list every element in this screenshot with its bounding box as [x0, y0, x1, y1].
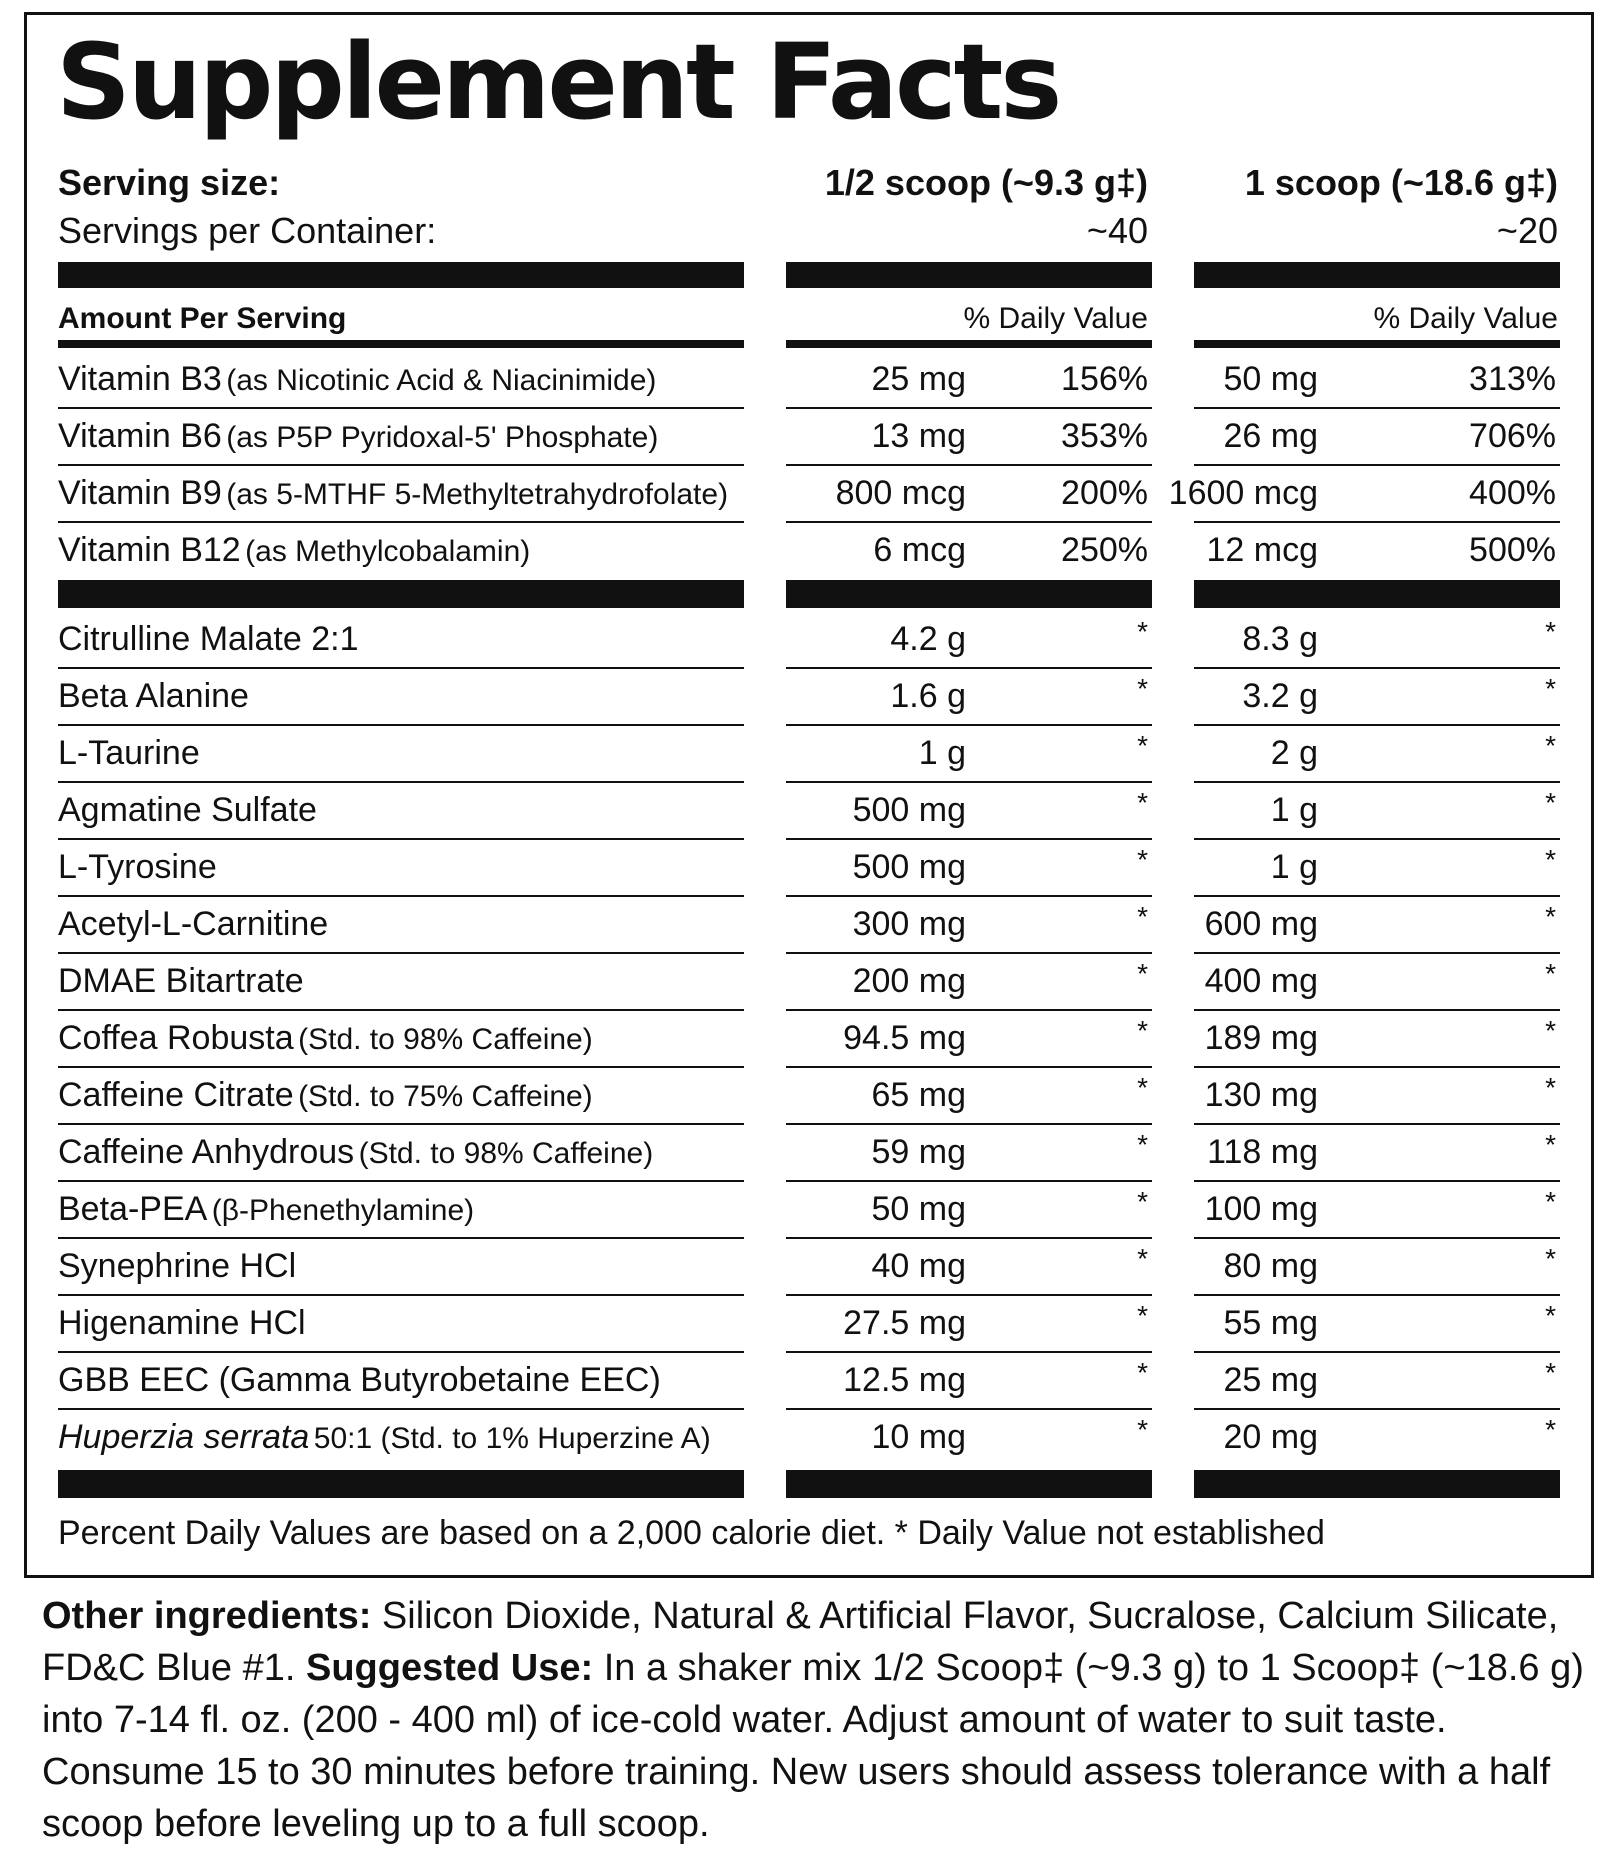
col1-amount: 94.5 mg	[843, 1019, 966, 1057]
col1-amount: 27.5 mg	[843, 1304, 966, 1342]
col1-amount: 500 mg	[852, 791, 966, 829]
ingredient-name: Coffea Robusta	[58, 1019, 294, 1057]
medium-bar	[1194, 340, 1560, 348]
ingredient-source: (β-Phenethylamine)	[211, 1194, 475, 1227]
ingredient-name: Synephrine HCl	[58, 1247, 297, 1285]
row-divider	[1194, 1180, 1560, 1182]
ingredient-name: GBB EEC (Gamma Butyrobetaine EEC)	[58, 1361, 661, 1399]
col2-daily-value: *	[1545, 844, 1556, 875]
row-divider	[1194, 724, 1560, 726]
ingredient-name: L-Taurine	[58, 734, 200, 772]
row-divider	[786, 952, 1152, 954]
thick-bar	[58, 580, 744, 608]
row-divider	[1194, 952, 1560, 954]
col1-daily-value: *	[1137, 844, 1148, 875]
col2-amount: 1 g	[1270, 848, 1318, 886]
col1-daily-value: *	[1137, 787, 1148, 818]
table-row-name	[58, 620, 358, 659]
table-row-name	[58, 734, 200, 773]
daily-value-footnote: Percent Daily Values are based on a 2,000 calorie diet. * Daily Value not established	[58, 1514, 1325, 1552]
row-divider	[786, 1123, 1152, 1125]
other-ingredients-label: Other ingredients:	[42, 1595, 372, 1637]
row-divider	[58, 952, 744, 954]
row-divider	[58, 667, 744, 669]
col2-daily-value: 500%	[1469, 531, 1556, 569]
col2-amount: 12 mcg	[1206, 531, 1318, 569]
col1-amount: 25 mg	[871, 360, 966, 398]
row-divider	[1194, 838, 1560, 840]
ingredient-name: Vitamin B12	[58, 531, 241, 569]
row-divider	[786, 1180, 1152, 1182]
row-divider	[1194, 1237, 1560, 1239]
suggested-use-label: Suggested Use:	[306, 1647, 594, 1689]
col2-daily-value: *	[1545, 1072, 1556, 1103]
col2-amount: 2 g	[1270, 734, 1318, 772]
col1-daily-value: *	[1137, 1243, 1148, 1274]
col1-amount: 59 mg	[871, 1133, 966, 1171]
col2-daily-value: 313%	[1469, 360, 1556, 398]
row-divider	[786, 521, 1152, 523]
col1-daily-value: *	[1137, 1300, 1148, 1331]
table-row-name	[58, 474, 728, 513]
col1-amount: 1 g	[918, 734, 966, 772]
row-divider	[58, 1237, 744, 1239]
col1-daily-value: 353%	[1061, 417, 1148, 455]
col1-amount: 800 mcg	[835, 474, 966, 512]
col2-amount: 1600 mcg	[1168, 474, 1318, 512]
row-divider	[58, 1294, 744, 1296]
col2-amount: 100 mg	[1204, 1190, 1318, 1228]
panel-title: Supplement Facts	[56, 21, 1060, 143]
col2-amount: 400 mg	[1204, 962, 1318, 1000]
col2-daily-value: *	[1545, 730, 1556, 761]
table-row-name	[58, 417, 658, 456]
col1-amount: 1.6 g	[890, 677, 966, 715]
col2-daily-value: 706%	[1469, 417, 1556, 455]
col2-amount: 55 mg	[1223, 1304, 1318, 1342]
thick-bar	[786, 262, 1152, 288]
col2-daily-value: *	[1545, 1243, 1556, 1274]
ingredient-name: Vitamin B6	[58, 417, 222, 455]
ingredient-name: DMAE Bitartrate	[58, 962, 304, 1000]
row-divider	[58, 1351, 744, 1353]
col2-daily-value-header: % Daily Value	[1373, 302, 1558, 335]
thick-bar	[1194, 580, 1560, 608]
table-row-name	[58, 1361, 661, 1400]
thick-bar	[58, 1470, 744, 1498]
col1-daily-value: *	[1137, 1186, 1148, 1217]
table-row-name	[58, 962, 304, 1001]
row-divider	[58, 464, 744, 466]
serving-size-label: Serving size:	[58, 162, 281, 203]
col2-daily-value: *	[1545, 1129, 1556, 1160]
table-row-name	[58, 1190, 474, 1229]
col2-amount: 25 mg	[1223, 1361, 1318, 1399]
table-row-name	[58, 791, 317, 830]
col2-daily-value: *	[1545, 1357, 1556, 1388]
row-divider	[786, 895, 1152, 897]
col2-amount: 26 mg	[1223, 417, 1318, 455]
row-divider	[786, 1408, 1152, 1410]
row-divider	[1194, 407, 1560, 409]
row-divider	[1194, 1351, 1560, 1353]
table-row-name	[58, 1418, 711, 1457]
other-ingredients-paragraph	[42, 1590, 1592, 1850]
ingredient-source: (as 5-MTHF 5-Methyltetrahydrofolate)	[226, 478, 729, 511]
ingredient-name: Agmatine Sulfate	[58, 791, 317, 829]
col2-amount: 1 g	[1270, 791, 1318, 829]
servings-per-container-label: Servings per Container:	[58, 210, 437, 251]
thick-bar	[1194, 262, 1560, 288]
col1-daily-value: 250%	[1061, 531, 1148, 569]
row-divider	[786, 781, 1152, 783]
col2-amount: 50 mg	[1223, 360, 1318, 398]
ingredient-source: (Std. to 75% Caffeine)	[298, 1080, 593, 1113]
ingredient-name: Beta-PEA	[58, 1190, 208, 1228]
row-divider	[58, 838, 744, 840]
row-divider	[1194, 667, 1560, 669]
col2-amount: 189 mg	[1204, 1019, 1318, 1057]
row-divider	[1194, 1123, 1560, 1125]
col2-servings: ~20	[1496, 210, 1558, 251]
row-divider	[58, 407, 744, 409]
col1-amount: 65 mg	[871, 1076, 966, 1114]
ingredient-name: Vitamin B3	[58, 360, 222, 398]
thick-bar	[1194, 1470, 1560, 1498]
col2-daily-value: *	[1545, 787, 1556, 818]
row-divider	[786, 1237, 1152, 1239]
col1-daily-value: *	[1137, 616, 1148, 647]
col1-amount: 6 mcg	[873, 531, 966, 569]
row-divider	[786, 724, 1152, 726]
table-row-name	[58, 1133, 653, 1172]
col2-daily-value: *	[1545, 616, 1556, 647]
ingredient-name: Caffeine Anhydrous	[58, 1133, 355, 1171]
col2-amount: 130 mg	[1204, 1076, 1318, 1114]
col1-daily-value: *	[1137, 901, 1148, 932]
ingredient-source: (as Methylcobalamin)	[245, 535, 531, 568]
ingredient-name: Vitamin B9	[58, 474, 222, 512]
row-divider	[1194, 781, 1560, 783]
col1-amount: 4.2 g	[890, 620, 966, 658]
table-row-name	[58, 905, 328, 944]
col1-daily-value: *	[1137, 1129, 1148, 1160]
col2-daily-value: *	[1545, 1414, 1556, 1445]
row-divider	[1194, 521, 1560, 523]
ingredient-name: Beta Alanine	[58, 677, 249, 715]
col1-amount: 40 mg	[871, 1247, 966, 1285]
row-divider	[786, 1351, 1152, 1353]
col1-daily-value: *	[1137, 1072, 1148, 1103]
thick-bar	[58, 262, 744, 288]
row-divider	[786, 1066, 1152, 1068]
row-divider	[786, 1009, 1152, 1011]
row-divider	[786, 407, 1152, 409]
row-divider	[1194, 1294, 1560, 1296]
row-divider	[58, 1123, 744, 1125]
col1-amount: 10 mg	[871, 1418, 966, 1456]
ingredient-source: (as Nicotinic Acid & Niacinimide)	[226, 364, 657, 397]
col1-daily-value: *	[1137, 958, 1148, 989]
col1-amount: 12.5 mg	[843, 1361, 966, 1399]
col2-serving-size: 1 scoop (~18.6 g‡)	[1244, 162, 1558, 203]
col2-daily-value: *	[1545, 901, 1556, 932]
col2-amount: 118 mg	[1207, 1133, 1318, 1171]
medium-bar	[58, 340, 744, 348]
row-divider	[58, 1408, 744, 1410]
row-divider	[58, 895, 744, 897]
row-divider	[58, 521, 744, 523]
col1-amount: 300 mg	[852, 905, 966, 943]
col2-amount: 8.3 g	[1242, 620, 1318, 658]
col2-amount: 20 mg	[1223, 1418, 1318, 1456]
thick-bar	[786, 1470, 1152, 1498]
row-divider	[58, 1180, 744, 1182]
ingredient-source: (Std. to 98% Caffeine)	[358, 1137, 654, 1170]
table-row-name	[58, 1019, 593, 1058]
row-divider	[786, 667, 1152, 669]
table-row-name	[58, 531, 530, 570]
col1-amount: 500 mg	[852, 848, 966, 886]
col1-amount: 200 mg	[852, 962, 966, 1000]
ingredient-source: (Std. to 98% Caffeine)	[298, 1023, 593, 1056]
suggested-use-text: In a shaker mix 1/2 Scoop‡ (~9.3 g) to 1 Scoop‡ (~18.6 g) into 7-14 fl. oz. (200 - 400 ml) of ice-cold water. Adjust amount of water to suit taste. Consume 15 to 30 minutes before training. New users should assess tolerance with a half scoop before leveling up to a full scoop.	[42, 1647, 1584, 1845]
table-row-name	[58, 1304, 306, 1343]
ingredient-name: Caffeine Citrate	[58, 1076, 294, 1114]
col1-daily-value-header: % Daily Value	[963, 302, 1148, 335]
col1-servings: ~40	[1086, 210, 1148, 251]
table-row-name	[58, 1247, 296, 1286]
ingredient-name: Citrulline Malate 2:1	[58, 620, 359, 658]
row-divider	[786, 464, 1152, 466]
col1-daily-value: *	[1137, 730, 1148, 761]
row-divider	[58, 1066, 744, 1068]
col2-daily-value: *	[1545, 1015, 1556, 1046]
amount-per-serving-label: Amount Per Serving	[58, 302, 347, 335]
col1-amount: 50 mg	[871, 1190, 966, 1228]
row-divider	[1194, 1066, 1560, 1068]
col1-serving-size: 1/2 scoop (~9.3 g‡)	[824, 162, 1148, 203]
thick-bar	[786, 580, 1152, 608]
col1-daily-value: 156%	[1061, 360, 1148, 398]
col1-daily-value: *	[1137, 673, 1148, 704]
row-divider	[786, 1294, 1152, 1296]
col1-daily-value: *	[1137, 1414, 1148, 1445]
table-row-name	[58, 1076, 593, 1115]
ingredient-name: Huperzia serrata	[58, 1418, 310, 1456]
col2-daily-value: *	[1545, 958, 1556, 989]
row-divider	[58, 781, 744, 783]
row-divider	[1194, 895, 1560, 897]
ingredient-name: Acetyl-L-Carnitine	[58, 905, 329, 943]
row-divider	[1194, 464, 1560, 466]
col1-daily-value: 200%	[1061, 474, 1148, 512]
col2-daily-value: *	[1545, 673, 1556, 704]
col1-daily-value: *	[1137, 1357, 1148, 1388]
medium-bar	[786, 340, 1152, 348]
row-divider	[58, 1009, 744, 1011]
ingredient-name: Higenamine HCl	[58, 1304, 306, 1342]
col2-daily-value: *	[1545, 1300, 1556, 1331]
col2-daily-value: *	[1545, 1186, 1556, 1217]
row-divider	[58, 724, 744, 726]
col1-daily-value: *	[1137, 1015, 1148, 1046]
other-ingredients-text: Silicon Dioxide, Natural & Artificial Flavor, Sucralose, Calcium Silicate, FD&C Blue #1.	[42, 1595, 1559, 1689]
col2-amount: 600 mg	[1204, 905, 1318, 943]
table-row-name	[58, 360, 656, 399]
col2-amount: 80 mg	[1223, 1247, 1318, 1285]
ingredient-source: 50:1 (Std. to 1% Huperzine A)	[313, 1422, 711, 1455]
col2-amount: 3.2 g	[1242, 677, 1318, 715]
row-divider	[1194, 1408, 1560, 1410]
table-row-name	[58, 848, 217, 887]
row-divider	[1194, 1009, 1560, 1011]
row-divider	[786, 838, 1152, 840]
table-row-name	[58, 677, 249, 716]
col2-daily-value: 400%	[1469, 474, 1556, 512]
ingredient-source: (as P5P Pyridoxal-5' Phosphate)	[226, 421, 659, 454]
ingredient-name: L-Tyrosine	[58, 848, 217, 886]
col1-amount: 13 mg	[871, 417, 966, 455]
